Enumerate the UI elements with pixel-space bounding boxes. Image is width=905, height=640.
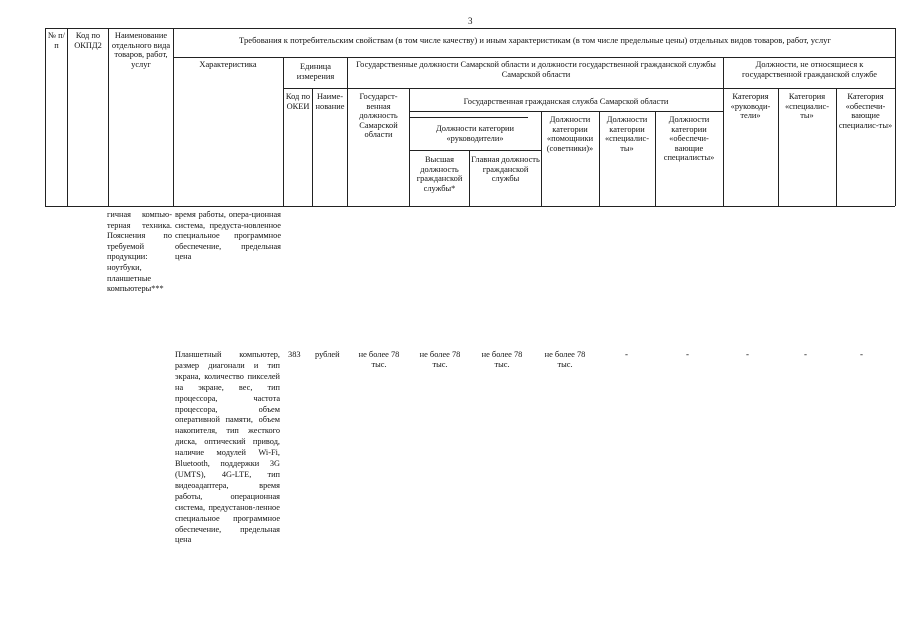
row2-value-main: не более 78 тыс. xyxy=(481,350,523,369)
unit-name-header: Наиме-нование xyxy=(315,92,345,111)
row2-unit-code: 383 xyxy=(288,350,301,359)
main-position-header: Главная должность гражданской службы xyxy=(471,155,540,184)
row2-dash-nc-support: - xyxy=(860,349,863,359)
page-number: 3 xyxy=(468,16,473,26)
nc-support-header: Категория «обеспечи-вающие специалис-ты» xyxy=(838,92,893,130)
state-position-header: Государст-венная должность Самарской области xyxy=(359,92,398,140)
row2-dash-support: - xyxy=(686,349,689,359)
non-civil-header: Должности, не относящиеся к государственной гражданской службе xyxy=(741,60,877,79)
nc-managers-header: Категория «руководи-тели» xyxy=(730,92,771,121)
cat-assistants-header: Должности категории «помощники (советники)» xyxy=(546,115,594,153)
state-positions-header: Государственные должности Самарской области и должности государственной гражданской службы Самарской области xyxy=(356,60,716,79)
nc-specialists-header: Категория «специалис-ты» xyxy=(784,92,830,121)
unit-code-header: Код по ОКЕИ xyxy=(285,92,311,111)
col-name-header: Наименование отдельного вида товаров, работ, услуг xyxy=(111,31,171,69)
unit-header: Единица измерения xyxy=(296,62,335,81)
row2-dash-nc-specialists: - xyxy=(804,349,807,359)
row1-product-name: гичная компью-терная техника. Пояснения по требуемой продукции: ноутбуки, планшетные компьютеры*** xyxy=(107,210,172,294)
characteristic-header: Характеристика xyxy=(199,60,257,69)
row2-value-state: не более 78 тыс. xyxy=(358,350,400,369)
row2-dash-specialists: - xyxy=(625,349,628,359)
row2-value-highest: не более 78 тыс. xyxy=(419,350,461,369)
row2-value-assistants: не более 78 тыс. xyxy=(544,350,586,369)
cat-specialists-header: Должности категории «специалис-ты» xyxy=(604,115,650,153)
highest-position-header: Высшая должность гражданской службы* xyxy=(416,155,463,193)
cat-support-header: Должности категории «обеспечи-вающие специалисты» xyxy=(663,115,715,163)
requirements-header: Требования к потребительским свойствам (в том числе качеству) и иным характеристикам (в том числе предельные цены) отдельных видов товаров, работ, услуг xyxy=(239,35,831,45)
civil-service-header: Государственная гражданская служба Самарской области xyxy=(463,97,669,106)
col-code-header: Код по ОКПД2 xyxy=(74,31,102,50)
col-num-header: № п/п xyxy=(48,31,65,50)
cat-managers-header: Должности категории «руководители» xyxy=(436,124,514,143)
row2-characteristic: Планшетный компьютер, размер диагонали и тип экрана, количество пикселей на экране, вес, тип процессора, частота процессора, объем оперативной памяти, объем накопителя, тип жесткого диска, оптический привод, наличие модулей Wi-Fi, Bluetooth, поддержки 3G (UMTS), 4G-LTE, тип видеоадаптера, время работы, операционная система, предустанов-ленное специальное программное обеспечение, предельная цена xyxy=(175,350,280,545)
row2-dash-nc-managers: - xyxy=(746,349,749,359)
row2-unit-name: рублей xyxy=(315,350,340,359)
row1-characteristic: время работы, опера-ционная система, предуста-новленное специальное программное обеспечение, предельная цена xyxy=(175,210,281,262)
